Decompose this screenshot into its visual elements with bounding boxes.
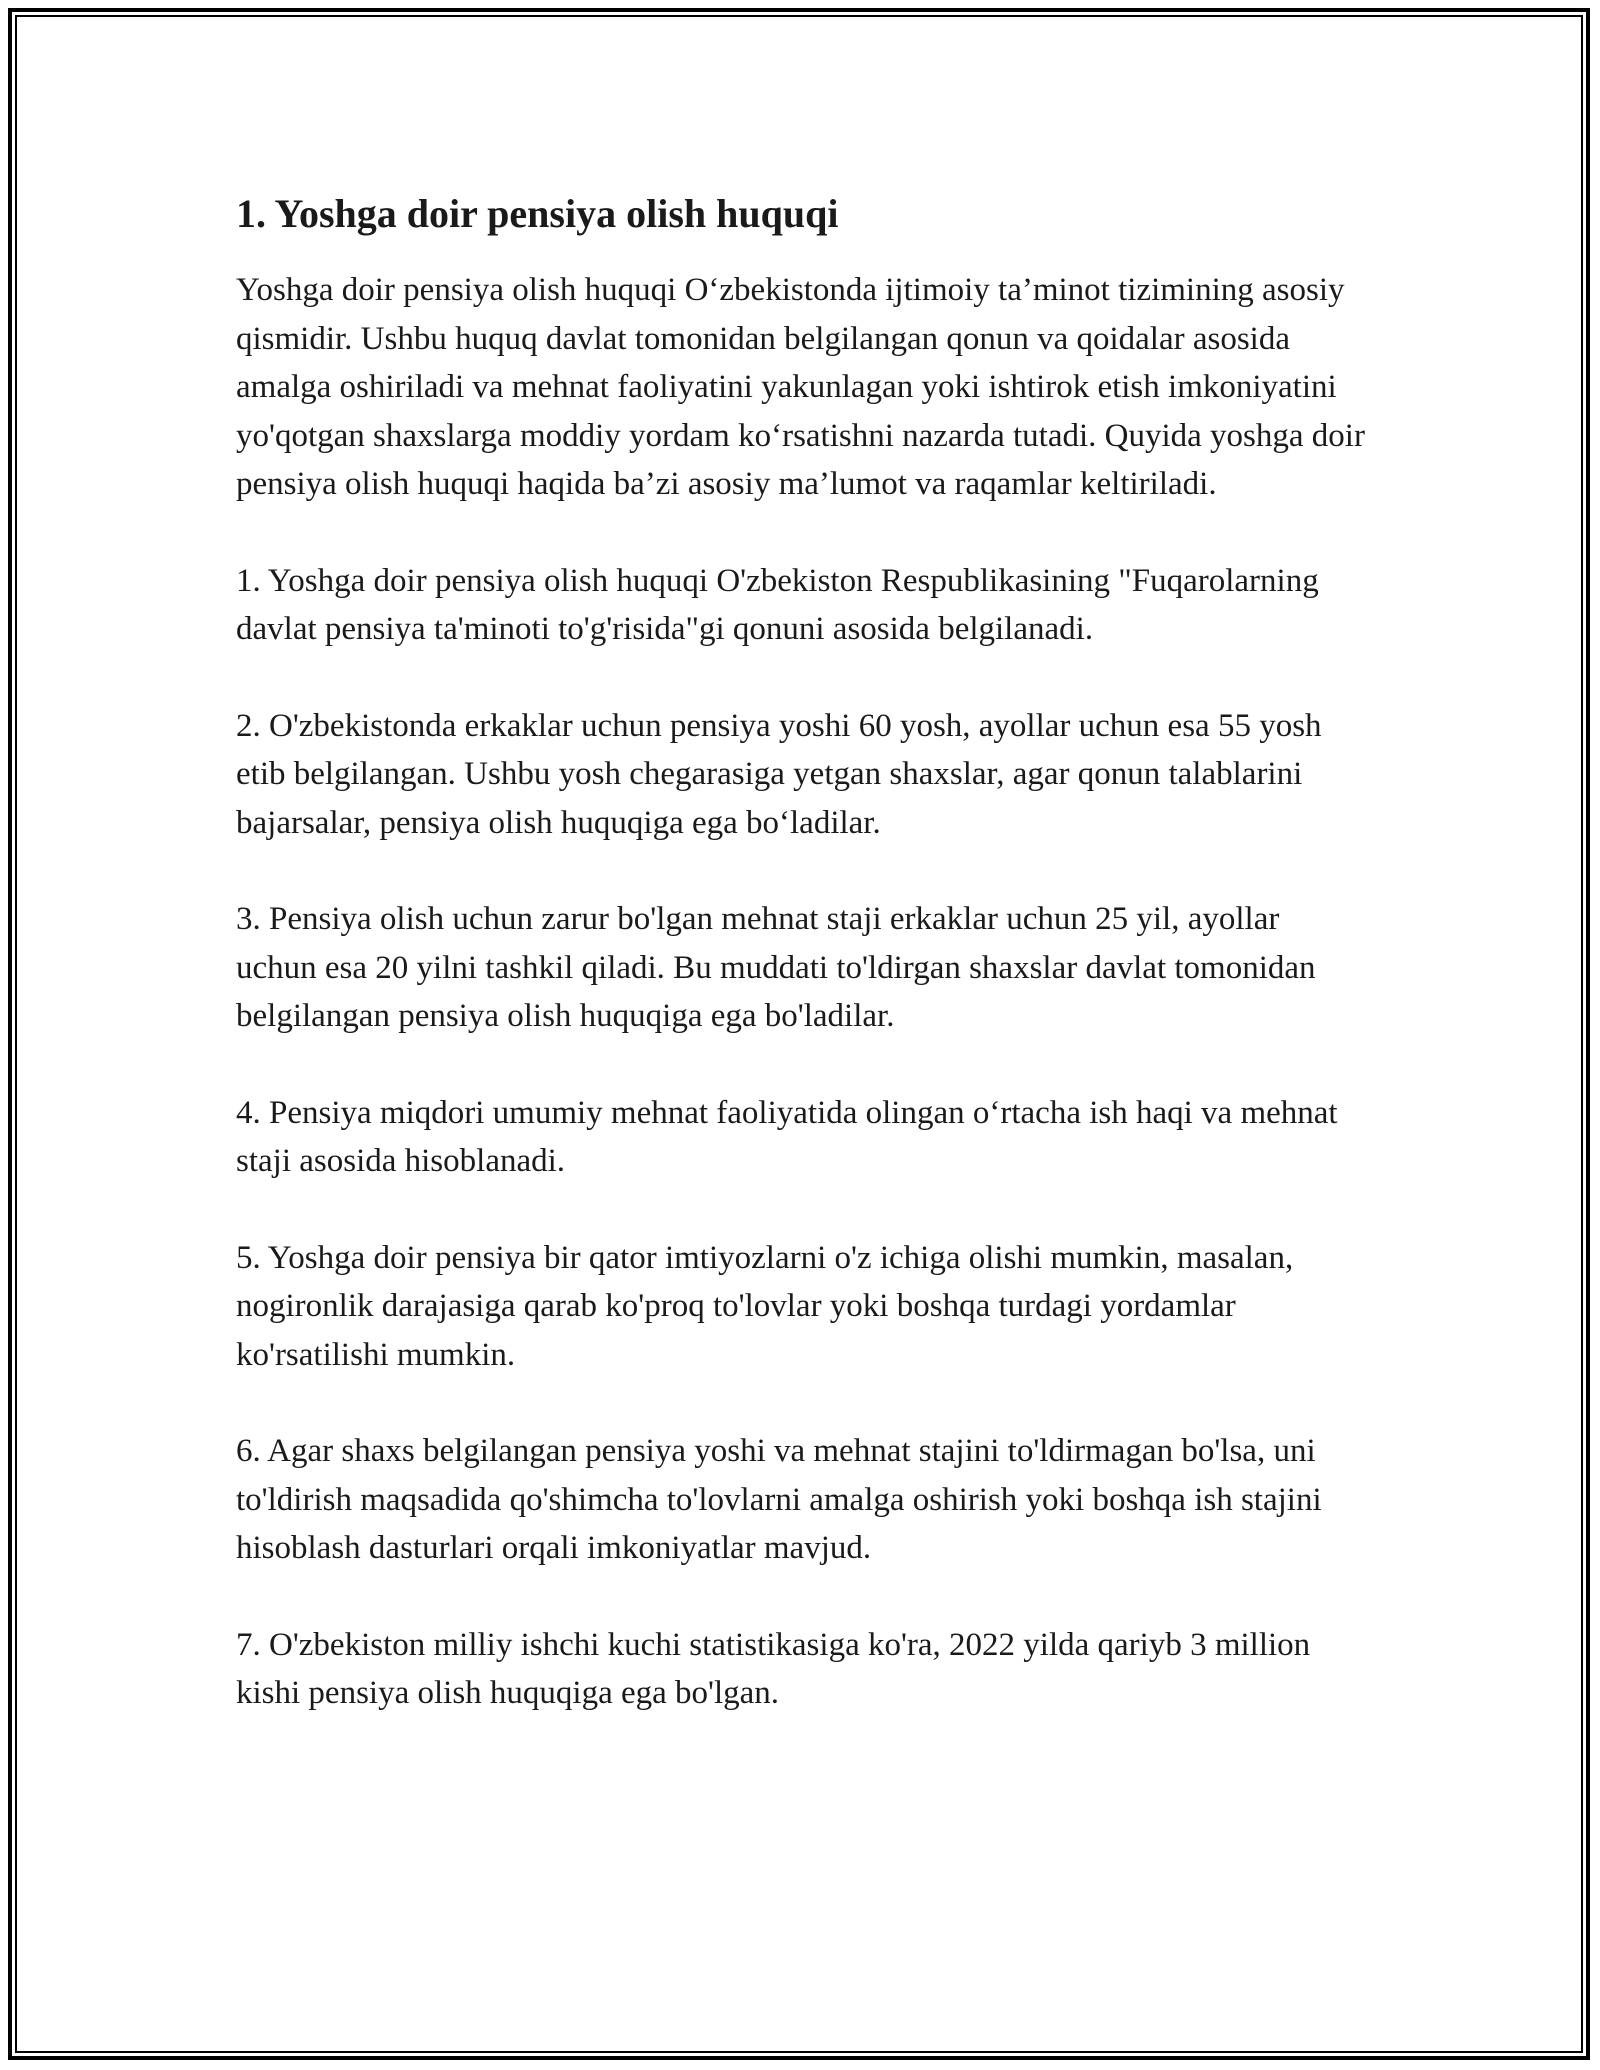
list-item-2: 2. O'zbekistonda erkaklar uchun pensiya yoshi 60 yosh, ayollar uchun esa 55 yosh etib belgilangan. Ushbu yosh chegarasiga yetgan shaxslar, agar qonun talablarini bajarsalar, pensiya olish huquqiga ega bo‘ladilar.	[236, 707, 1322, 841]
intro-paragraph: Yoshga doir pensiya olish huquqi O‘zbekistonda ijtimoiy ta’minot tizimining asosiy qismidir. Ushbu huquq davlat tomonidan belgilangan qonun va qoidalar asosida amalga oshiriladi va mehnat faoliyatini yakunlagan yoki ishtirok etish imkoniyatini yo'qotgan shaxslarga moddiy yordam ko‘rsatishni nazarda tutadi. Quyida yoshga doir pensiya olish huquqi haqida ba’zi asosiy ma’lumot va raqamlar keltiriladi.	[236, 272, 1365, 502]
list-item-1: 1. Yoshga doir pensiya olish huquqi O'zbekiston Respublikasining "Fuqarolarning davlat pensiya ta'minoti to'g'risida"gi qonuni asosida belgilanadi.	[236, 562, 1319, 647]
list-item-7: 7. O'zbekiston milliy ishchi kuchi statistikasiga ko'ra, 2022 yilda qariyb 3 million kishi pensiya olish huquqiga ega bo'lgan.	[236, 1626, 1311, 1711]
document-page	[236, 184, 1366, 1766]
list-item-4: 4. Pensiya miqdori umumiy mehnat faoliyatida olingan o‘rtacha ish haqi va mehnat staji asosida hisoblanadi.	[236, 1094, 1338, 1179]
document-title: 1. Yoshga doir pensiya olish huquqi	[236, 191, 839, 236]
list-item-6: 6. Agar shaxs belgilangan pensiya yoshi va mehnat stajini to'ldirmagan bo'lsa, uni to'ldirish maqsadida qo'shimcha to'lovlarni amalga oshirish yoki boshqa ish stajini hisoblash dasturlari orqali imkoniyatlar mavjud.	[236, 1433, 1322, 1566]
list-item-3: 3. Pensiya olish uchun zarur bo'lgan mehnat staji erkaklar uchun 25 yil, ayollar uchun esa 20 yilni tashkil qiladi. Bu muddati to'ldirgan shaxslar davlat tomonidan belgilangan pensiya olish huquqiga ega bo'ladilar.	[236, 901, 1316, 1034]
list-item-5: 5. Yoshga doir pensiya bir qator imtiyozlarni o'z ichiga olishi mumkin, masalan, nogironlik darajasiga qarab ko'proq to'lovlar yoki boshqa turdagi yordamlar ko'rsatilishi mumkin.	[236, 1239, 1294, 1373]
